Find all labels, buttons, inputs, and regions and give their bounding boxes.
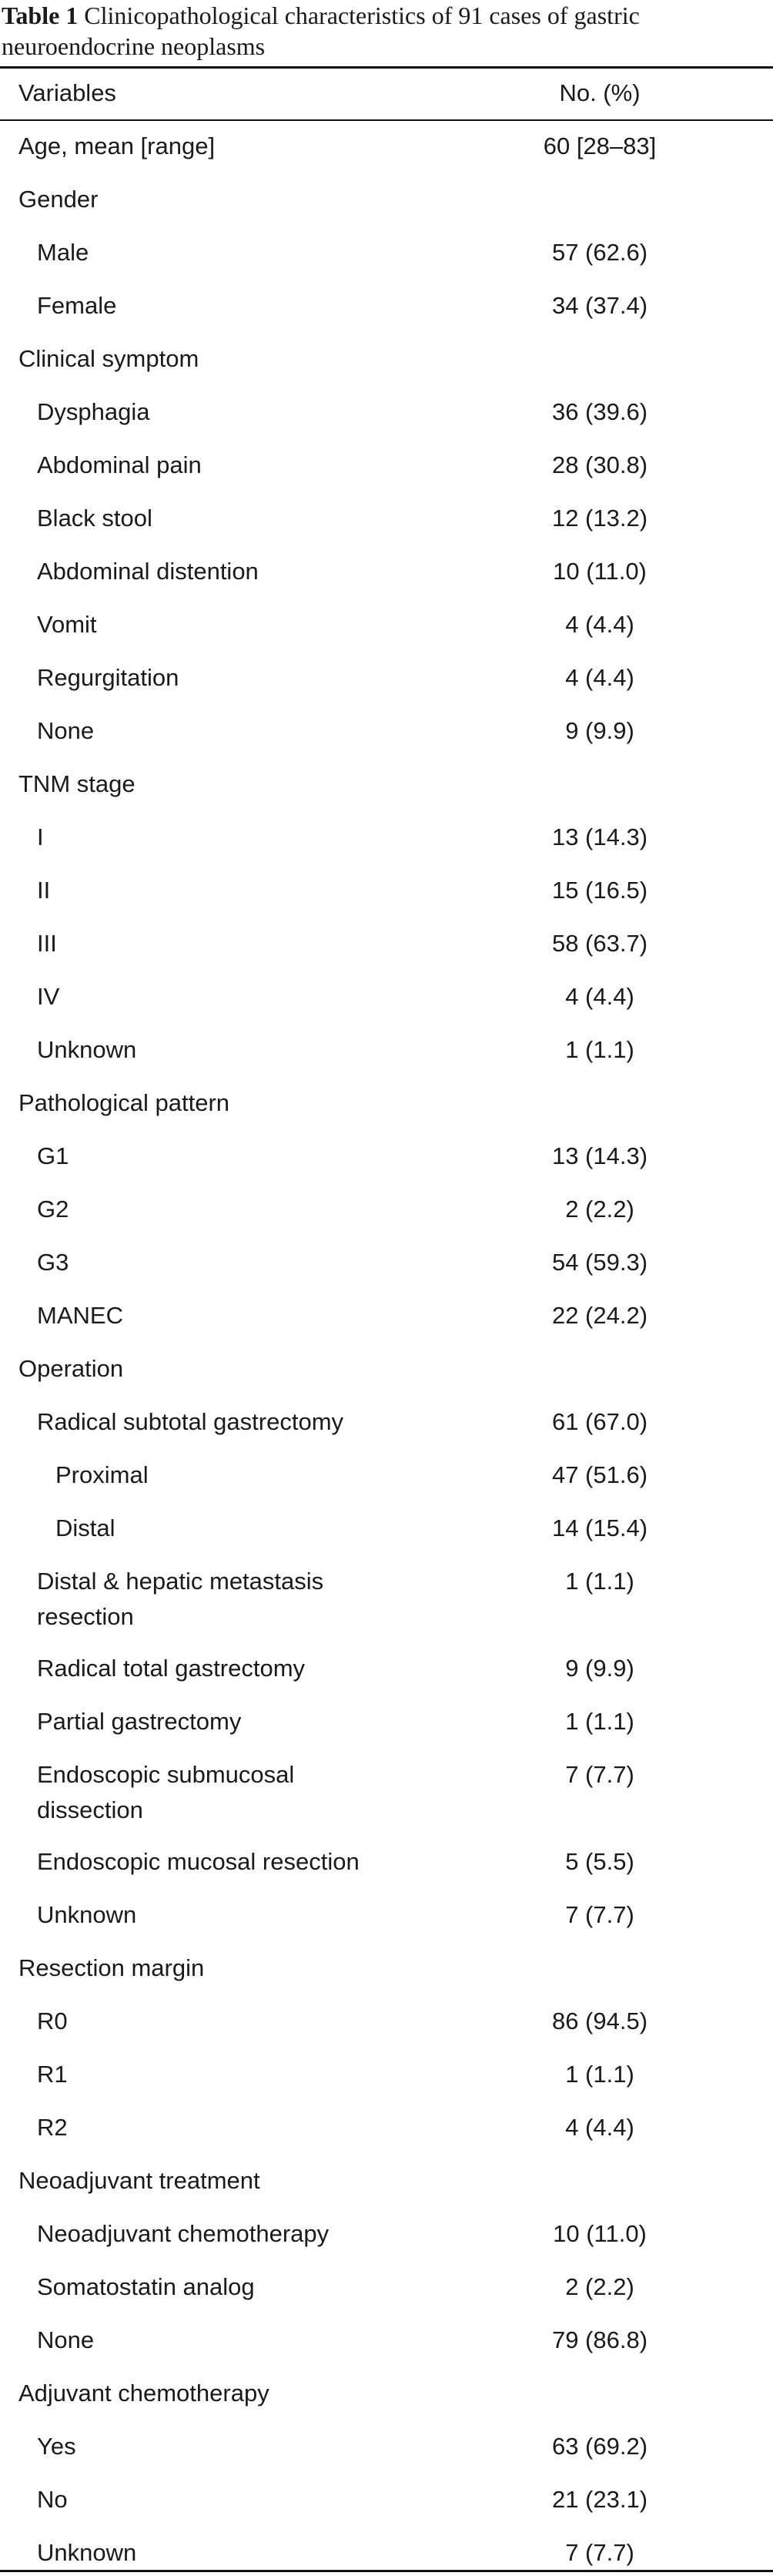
row-value: 57 (62.6) (551, 239, 648, 266)
table-top-rule (0, 66, 773, 69)
row-label-continuation: dissection (37, 1796, 143, 1823)
table-header-rule (0, 119, 773, 121)
row-label: None (37, 2326, 95, 2353)
row-value: 34 (37.4) (551, 292, 648, 319)
row-label: Endoscopic submucosal (37, 1761, 295, 1788)
row-value: 14 (15.4) (551, 1514, 648, 1541)
row-value: 10 (11.0) (553, 2220, 647, 2247)
row-label: Proximal (55, 1461, 149, 1488)
row-label: IV (37, 983, 60, 1010)
row-label: II (37, 877, 51, 904)
row-value: 61 (67.0) (551, 1408, 648, 1435)
header-variables: Variables (18, 79, 116, 106)
row-value: 79 (86.8) (551, 2326, 648, 2353)
row-value: 2 (2.2) (565, 2273, 634, 2300)
section-label: Neoadjuvant treatment (18, 2167, 260, 2194)
row-label: III (37, 930, 57, 957)
row-label: R1 (37, 2061, 68, 2088)
row-label: G2 (37, 1196, 69, 1223)
row-label: Dysphagia (37, 398, 150, 425)
row-label: Abdominal distention (37, 558, 259, 585)
row-value: 86 (94.5) (551, 2007, 648, 2034)
section-label: TNM stage (18, 770, 136, 797)
section-label: Pathological pattern (18, 1089, 230, 1116)
row-label: Neoadjuvant chemotherapy (37, 2220, 330, 2247)
row-value: 15 (16.5) (551, 877, 648, 904)
row-value: 2 (2.2) (565, 1196, 634, 1223)
row-value: 22 (24.2) (551, 1302, 648, 1329)
row-value: 4 (4.4) (565, 2114, 634, 2141)
row-value: 1 (1.1) (565, 2061, 634, 2088)
row-label: Black stool (37, 505, 152, 532)
row-label: Female (37, 292, 117, 319)
row-value: 7 (7.7) (565, 2539, 634, 2566)
row-label: Unknown (37, 1901, 137, 1928)
section-label: Clinical symptom (18, 345, 199, 372)
row-label: Distal & hepatic metastasis (37, 1568, 324, 1595)
row-value: 4 (4.4) (565, 983, 634, 1010)
row-value: 21 (23.1) (551, 2486, 648, 2513)
row-label: Regurgitation (37, 664, 179, 691)
row-label: G3 (37, 1249, 69, 1276)
section-label: Operation (18, 1355, 124, 1382)
header-value: No. (%) (559, 79, 641, 106)
row-label: Radical total gastrectomy (37, 1655, 306, 1682)
row-value: 1 (1.1) (565, 1708, 634, 1735)
row-value: 28 (30.8) (551, 451, 648, 478)
row-label: Radical subtotal gastrectomy (37, 1408, 344, 1435)
row-value: 63 (69.2) (551, 2433, 648, 2460)
row-value: 4 (4.4) (565, 611, 634, 638)
row-value: 54 (59.3) (551, 1249, 648, 1276)
row-value: 12 (13.2) (551, 505, 648, 532)
row-value: 4 (4.4) (565, 664, 634, 691)
row-value: 36 (39.6) (551, 398, 648, 425)
row-label: I (37, 823, 44, 850)
row-label: Abdominal pain (37, 451, 202, 478)
row-value: 9 (9.9) (565, 1655, 634, 1682)
table-caption-label: Table 1 (2, 2, 79, 29)
row-label-continuation: resection (37, 1603, 134, 1630)
row-label: Endoscopic mucosal resection (37, 1848, 360, 1875)
row-value: 1 (1.1) (565, 1568, 634, 1595)
row-label: Somatostatin analog (37, 2273, 255, 2300)
row-label: Distal (55, 1514, 115, 1541)
row-value: 58 (63.7) (551, 930, 648, 957)
row-label: G1 (37, 1142, 69, 1169)
row-label: Unknown (37, 2539, 137, 2566)
row-label: R0 (37, 2007, 68, 2034)
row-value: 60 [28–83] (543, 132, 657, 159)
row-label: No (37, 2486, 68, 2513)
row-label: R2 (37, 2114, 68, 2141)
row-value: 13 (14.3) (551, 1142, 648, 1169)
table-caption-text: Clinicopathological characteristics of 91 cases of gastric neuroendocrine neoplasms (2, 2, 640, 60)
row-value: 9 (9.9) (565, 717, 634, 744)
row-value: 13 (14.3) (551, 823, 648, 850)
section-label: Gender (18, 186, 99, 213)
row-value: 10 (11.0) (553, 558, 647, 585)
row-label: Unknown (37, 1036, 137, 1063)
row-label: None (37, 717, 95, 744)
row-label: Vomit (37, 611, 97, 638)
section-label: Adjuvant chemotherapy (18, 2380, 269, 2407)
row-value: 47 (51.6) (551, 1461, 648, 1488)
row-label: Male (37, 239, 89, 266)
row-label: MANEC (37, 1302, 123, 1329)
section-label: Resection margin (18, 1954, 205, 1981)
row-value: 5 (5.5) (565, 1848, 634, 1875)
row-value: 1 (1.1) (565, 1036, 634, 1063)
row-label: Age, mean [range] (18, 132, 216, 159)
row-label: Yes (37, 2433, 76, 2460)
row-value: 7 (7.7) (565, 1901, 634, 1928)
table-caption (0, 0, 773, 65)
row-value: 7 (7.7) (565, 1761, 634, 1788)
row-label: Partial gastrectomy (37, 1708, 242, 1735)
